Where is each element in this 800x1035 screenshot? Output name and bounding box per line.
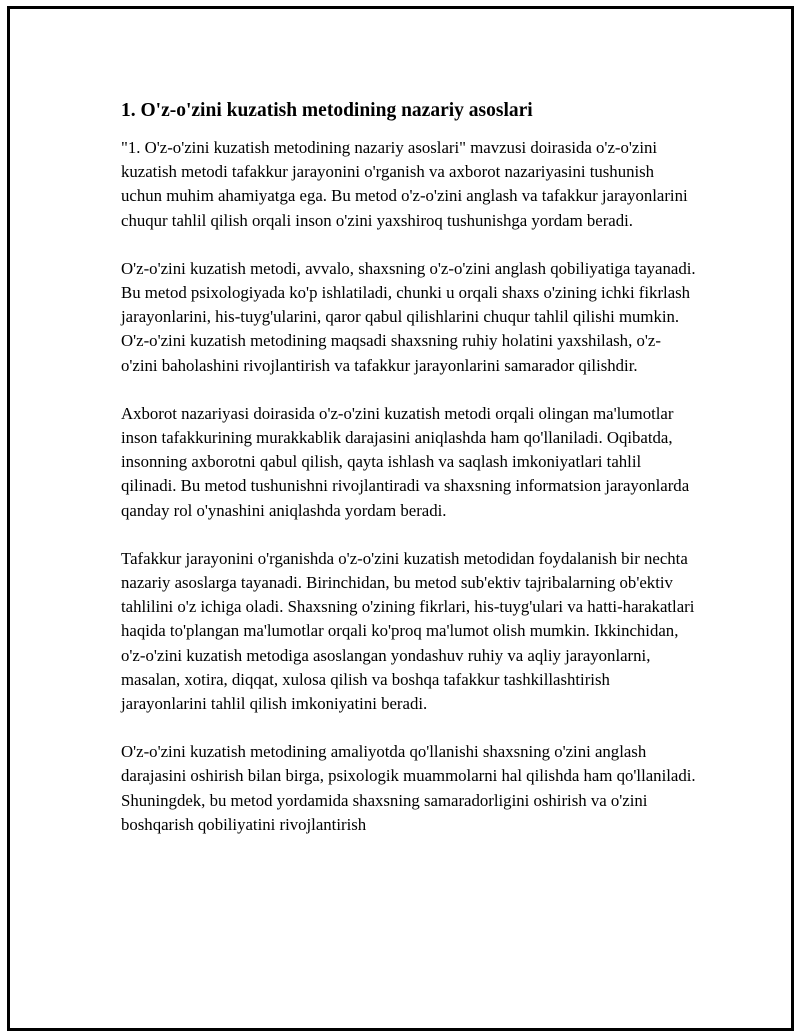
paragraph-3: Axborot nazariyasi doirasida o'z-o'zini kuzatish metodi orqali olingan ma'lumotlar inson tafakkurining murakkablik darajasini aniqlashda ham qo'llaniladi. Oqibatda, insonning axborotni qabul qilish, qayta ishlash va saqlash imkoniyatlari tahlil qilinadi. Bu metod tushunishni rivojlantiradi va shaxsning informatsion jarayonlarda qanday rol o'ynashini aniqlashda yordam beradi. bbox=[121, 403, 690, 520]
document-page bbox=[7, 6, 794, 1031]
paragraph-1: "1. O'z-o'zini kuzatish metodining nazariy asoslari" mavzusi doirasida o'z-o'zini kuzatish metodi tafakkur jarayonini o'rganish va axborot nazariyasini tushunish uchun muhim ahamiyatga ega. Bu metod o'z-o'zini anglash va tafakkur jarayonlarini chuqur tahlil qilish orqali inson o'zini yaxshiroq tushunishga yordam beradi. bbox=[121, 138, 688, 230]
paragraph-5: O'z-o'zini kuzatish metodining amaliyotda qo'llanishi shaxsning o'zini anglash darajasini oshirish bilan birga, psixologik muammolarni hal qilishda ham qo'llaniladi. Shuningdek, bu metod yordamida shaxsning samaradorligini oshirish va o'zini boshqarish qobiliyatini rivojlantirish bbox=[121, 742, 696, 834]
paragraph-2: O'z-o'zini kuzatish metodi, avvalo, shaxsning o'z-o'zini anglash qobiliyatiga tayanadi. Bu metod psixologiyada ko'p ishlatiladi, chunki u orqali shaxs o'zining ichki fikrlash jarayonlarini, his-tuyg'ularini, qaror qabul qilishlarini chuqur tahlil qilishi mumkin. O'z-o'zini kuzatish metodining maqsadi shaxsning ruhiy holatini yaxshilash, o'z-o'zini baholashini rivojlantirish va tafakkur jarayonlarini samarador qilishdir. bbox=[121, 258, 696, 375]
document-body bbox=[121, 98, 696, 861]
paragraph-4: Tafakkur jarayonini o'rganishda o'z-o'zini kuzatish metodidan foydalanish bir nechta nazariy asoslarga tayanadi. Birinchidan, bu metod sub'ektiv tajribalarning ob'ektiv tahlilini o'z ichiga oladi. Shaxsning o'zining fikrlari, his-tuyg'ulari va hatti-harakatlari haqida to'plangan ma'lumotlar orqali ko'proq ma'lumot olish mumkin. Ikkinchidan, o'z-o'zini kuzatish metodiga asoslangan yondashuv ruhiy va aqliy jarayonlarni, masalan, xotira, diqqat, xulosa qilish va boshqa tafakkur tashkillashtirish jarayonlarini tahlil qilish imkoniyatini beradi. bbox=[121, 548, 695, 714]
section-heading: 1. O'z-o'zini kuzatish metodining nazariy asoslari bbox=[121, 100, 533, 121]
